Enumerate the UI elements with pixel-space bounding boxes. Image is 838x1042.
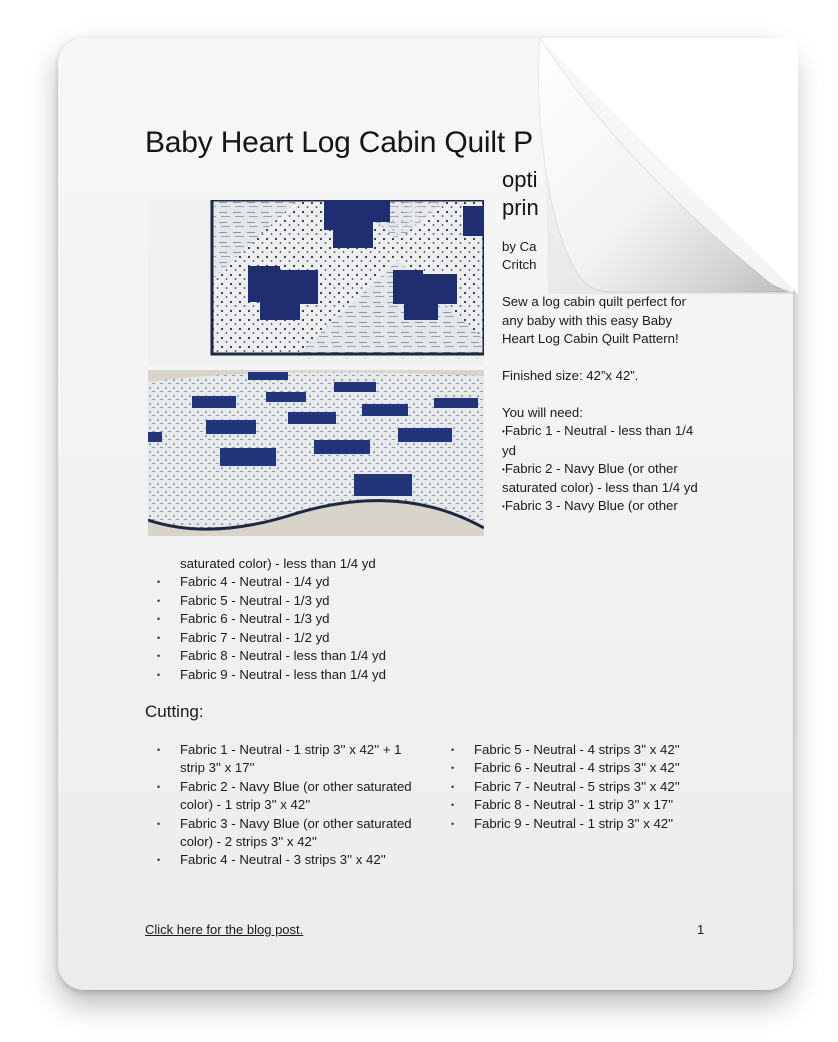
bullet-icon: • (502, 464, 505, 474)
bullet-icon: • (157, 669, 161, 680)
list-item: • Fabric 3 - Navy Blue (or other saturated color) - 2 strips 3'' x 42'' (157, 815, 412, 850)
bullet-icon: • (451, 800, 455, 811)
need-item-2: •Fabric 2 - Navy Blue (or other saturated color) - less than 1/4 yd (502, 460, 698, 496)
finished-size: Finished size: 42”x 42”. (502, 368, 639, 384)
list-item: • Fabric 5 - Neutral - 4 strips 3'' x 42'' (451, 741, 711, 759)
list-item: • Fabric 8 - Neutral - less than 1/4 yd (157, 647, 386, 666)
bullet-icon: • (157, 781, 161, 792)
bullet-icon: • (451, 781, 455, 792)
list-item: • Fabric 6 - Neutral - 1/3 yd (157, 610, 386, 629)
quilt-photo-floor (148, 370, 484, 536)
bullet-icon: • (157, 818, 161, 829)
subtitle-line-1: opti (502, 167, 538, 192)
bullet-icon: • (157, 745, 161, 755)
blog-post-link[interactable]: Click here for the blog post. (145, 922, 304, 937)
bullet-icon: • (157, 855, 161, 866)
cutting-list-right (451, 741, 711, 833)
bullet-icon: • (502, 427, 505, 437)
need-item-3: •Fabric 3 - Navy Blue (or other (502, 498, 678, 514)
need-item-3-continued: saturated color) - less than 1/4 yd (180, 556, 376, 571)
page-number: 1 (697, 922, 705, 937)
bullet-icon: • (451, 745, 455, 755)
quilt-photo-wall (148, 200, 484, 366)
you-will-need-heading: You will need: (502, 405, 583, 421)
subtitle-line-2: prin (502, 195, 539, 220)
bullet-icon: • (502, 502, 505, 512)
list-item: • Fabric 7 - Neutral - 5 strips 3'' x 42'' (451, 778, 711, 796)
list-item: • Fabric 1 - Neutral - 1 strip 3'' x 42'' + 1 strip 3'' x 17'' (157, 742, 402, 776)
page-curl-icon (538, 38, 798, 294)
list-item: • Fabric 7 - Neutral - 1/2 yd (157, 629, 386, 648)
document-title: Baby Heart Log Cabin Quilt P (145, 126, 533, 159)
byline-line-2: Critch (502, 257, 537, 273)
bullet-icon: • (157, 632, 161, 643)
bullet-icon: • (157, 614, 161, 625)
cutting-heading: Cutting: (145, 702, 204, 721)
bullet-icon: • (157, 595, 161, 606)
bullet-icon: • (157, 577, 161, 587)
list-item: • Fabric 9 - Neutral - less than 1/4 yd (157, 666, 386, 685)
list-item: • Fabric 5 - Neutral - 1/3 yd (157, 592, 386, 611)
list-item: • Fabric 6 - Neutral - 4 strips 3'' x 42'' (451, 759, 711, 777)
intro-text: Sew a log cabin quilt perfect for any baby with this easy Baby Heart Log Cabin Quilt Pattern! (502, 294, 686, 346)
list-item: • Fabric 2 - Navy Blue (or other saturated color) - 1 strip 3'' x 42'' (157, 778, 412, 813)
list-item: • Fabric 8 - Neutral - 1 strip 3'' x 17'' (451, 796, 711, 814)
list-item: • Fabric 9 - Neutral - 1 strip 3'' x 42'' (451, 815, 711, 833)
bullet-icon: • (451, 763, 455, 774)
cutting-list-left (157, 741, 417, 870)
byline-line-1: by Ca (502, 239, 537, 254)
need-item-1: •Fabric 1 - Neutral - less than 1/4 yd (502, 423, 694, 458)
list-item: • Fabric 4 - Neutral - 1/4 yd (157, 573, 386, 592)
list-item: • Fabric 4 - Neutral - 3 strips 3'' x 42'' (157, 851, 417, 869)
materials-list (157, 573, 386, 685)
bullet-icon: • (451, 818, 455, 829)
document-subtitle (502, 166, 539, 222)
bullet-icon: • (157, 651, 161, 662)
